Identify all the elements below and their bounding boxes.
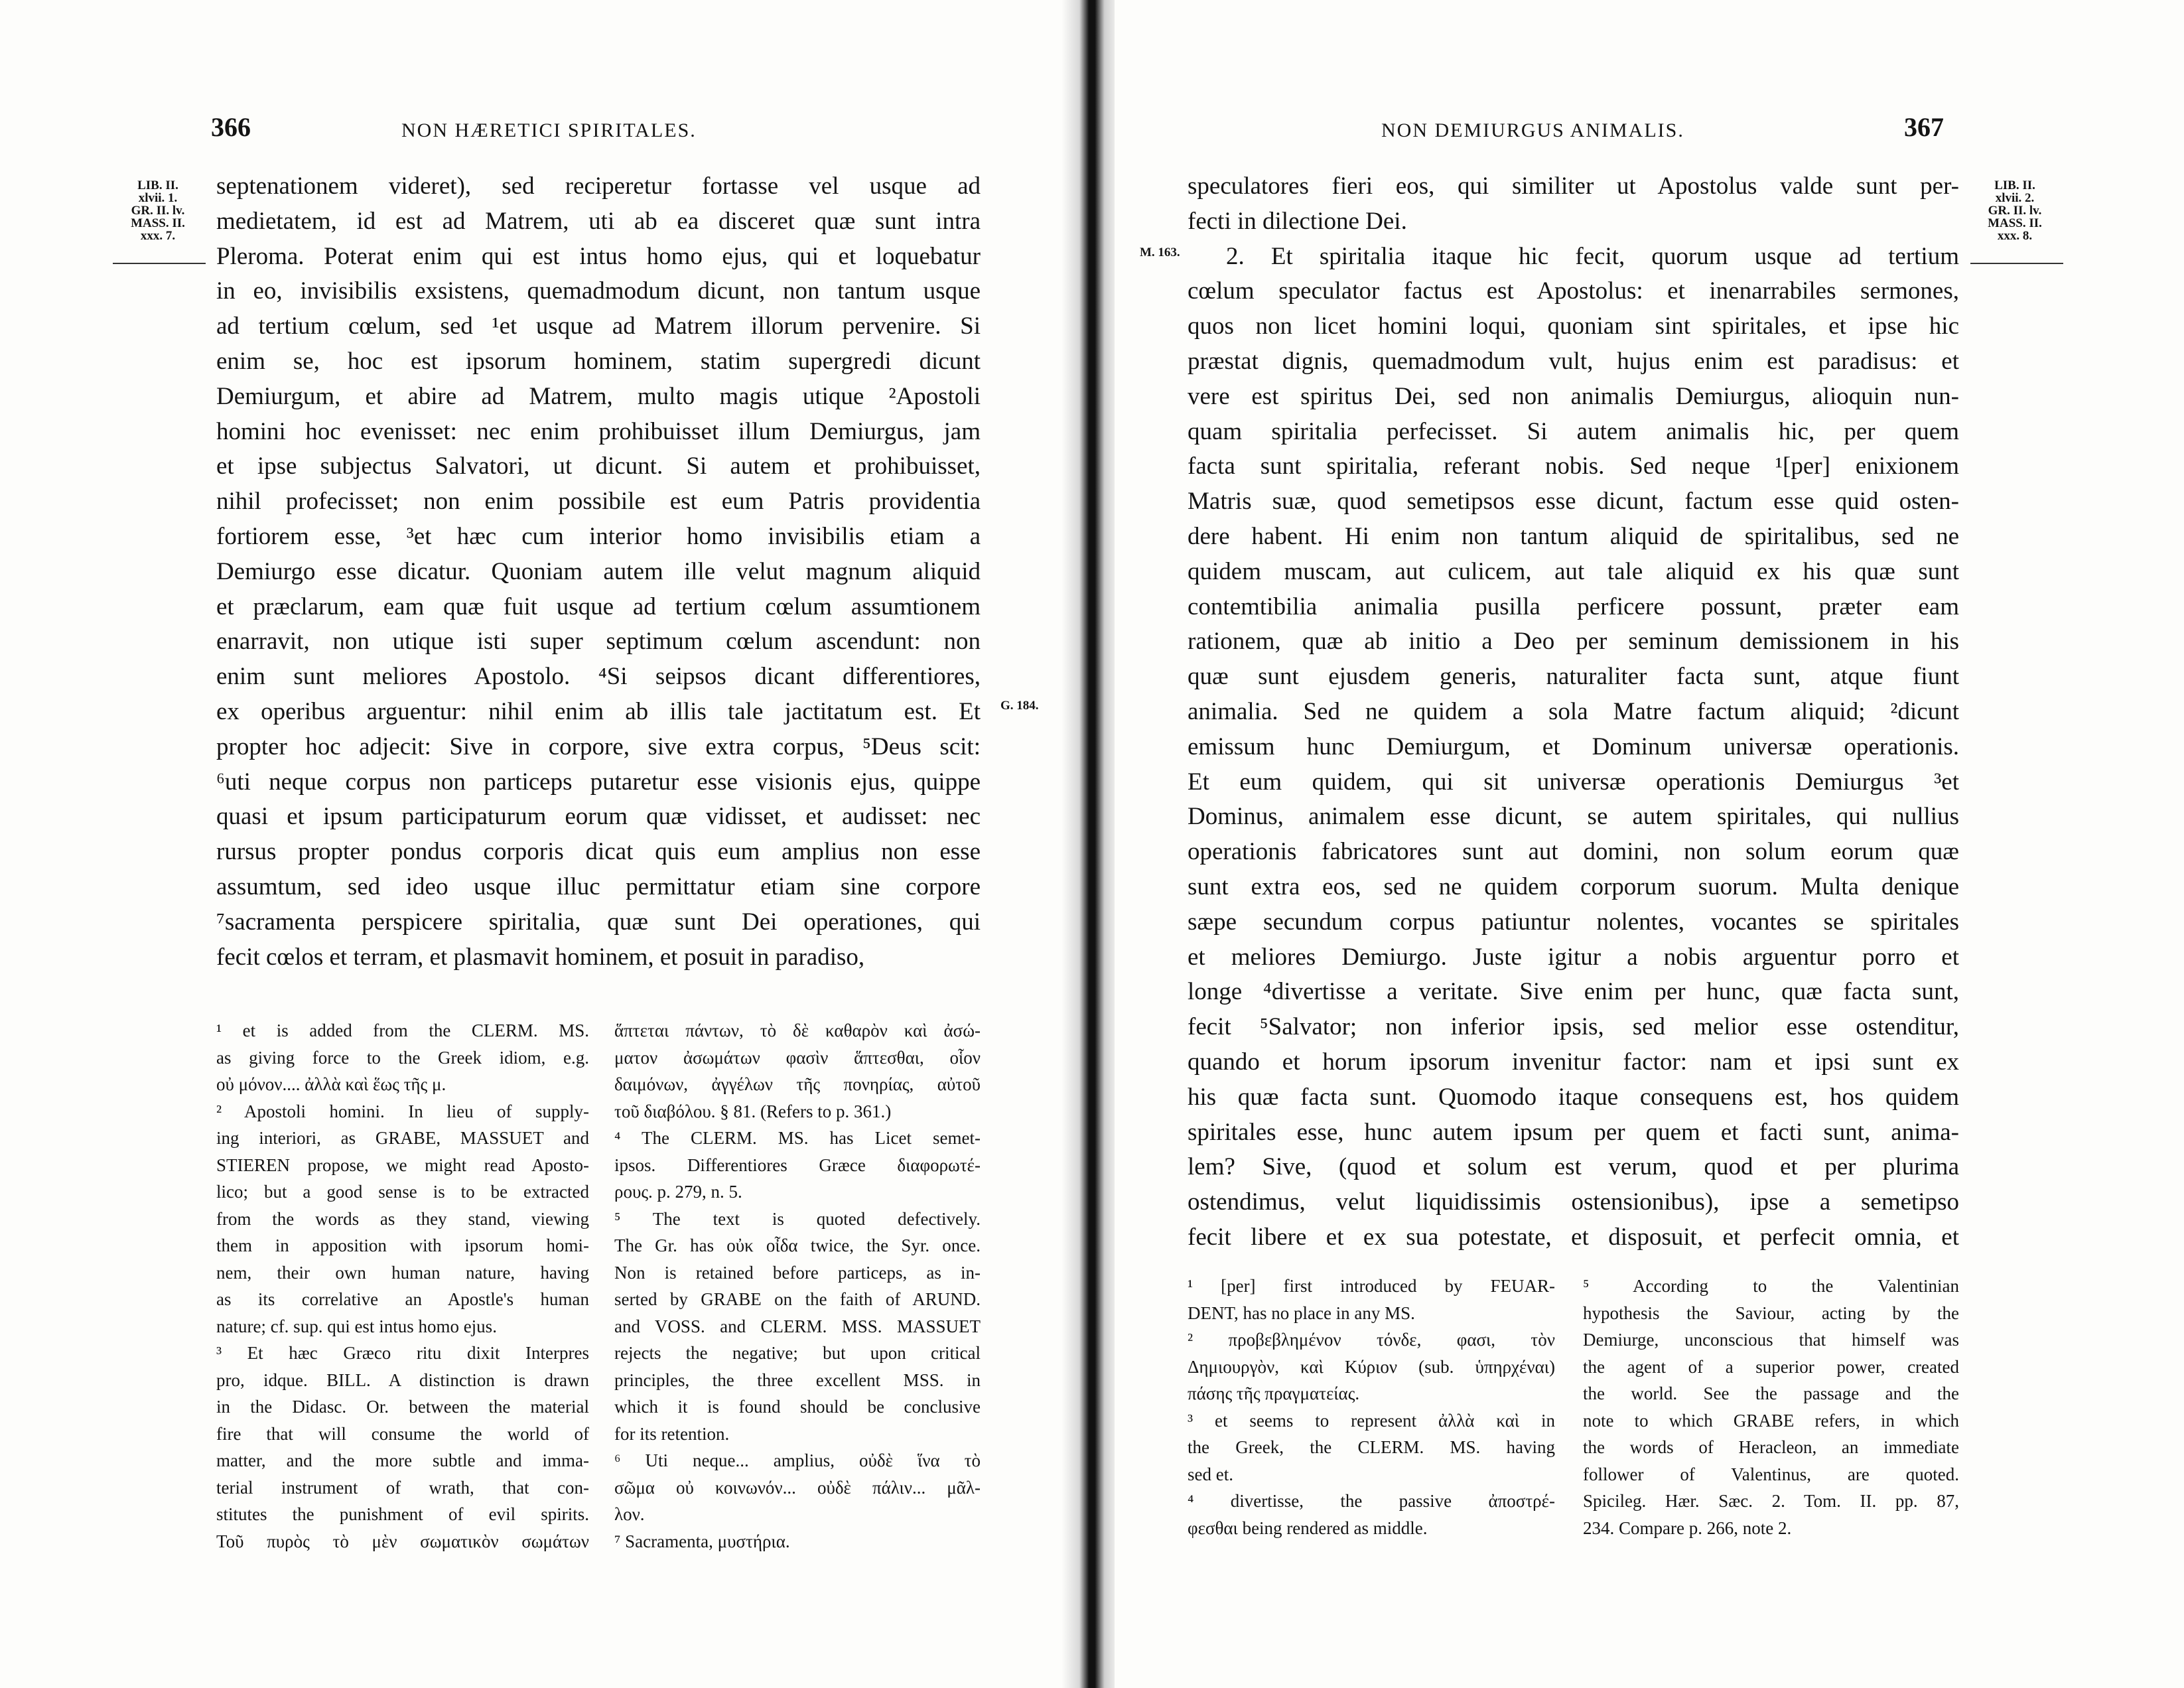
footnote-line: them in apposition with ipsorum homi- (216, 1235, 589, 1255)
margin-ref-line: GR. II. lv. (131, 204, 185, 218)
main-text (1188, 169, 1959, 1255)
footnote-line: follower of Valentinus, are quoted. (1583, 1464, 1959, 1484)
text-line: et præclarum, eam quæ fuit usque ad tertium cœlum assumtionem (216, 593, 981, 620)
footnote-line: rejects the negative; but upon critical (614, 1343, 981, 1363)
footnote-line: for its retention. (614, 1423, 730, 1444)
text-line: 2. Et spiritalia itaque hic fecit, quorum usque ad tertium (1226, 242, 1959, 270)
footnote-line: ⁵ According to the Valentinian (1583, 1276, 1959, 1296)
footnotes-column (216, 1017, 589, 1555)
text-line: ex operibus arguentur: nihil enim ab illis tale jactitatum est. Et (216, 697, 981, 725)
text-line: operationis fabricatores sunt aut domini, non solum eorum quæ (1188, 838, 1959, 866)
text-line: quando et horum ipsorum invenitur factor: nam et ipsi sunt ex (1188, 1048, 1959, 1076)
text-line: Et eum quidem, qui sit universæ operationis Demiurgus ³et (1188, 768, 1959, 796)
footnote-line: ⁶ Uti neque... amplius, οὐδὲ ἵνα τὸ (614, 1450, 981, 1470)
margin-ref-line: MASS. II. (1988, 216, 2042, 230)
footnote-line: ing interiori, as GRABE, MASSUET and (216, 1128, 589, 1148)
footnote-line: λον. (614, 1504, 645, 1524)
page-number: 366 (211, 112, 251, 142)
margin-ref-line: LIB. II. (1994, 178, 2035, 192)
footnote-line: and VOSS. and CLERM. MSS. MASSUET (614, 1316, 981, 1336)
footnote-line: lico; but a good sense is to be extracted (216, 1182, 589, 1202)
footnote-line: πάσης τῆς πραγματείας. (1188, 1383, 1360, 1403)
text-line: sæpe secundum corpus patiuntur nolentes, vocantes se spiritales (1188, 908, 1959, 936)
text-line: fecit libere et ex sua potestate, et disposuit, et perfecit omnia, et (1188, 1223, 1959, 1251)
footnote-line: Non is retained before particeps, as in- (614, 1262, 981, 1283)
text-line: medietatem, id est ad Matrem, uti ab ea disceret quæ sunt intra (216, 207, 981, 235)
margin-ref-line: xlvii. 1. (138, 191, 178, 205)
text-line: fecti in dilectione Dei. (1188, 207, 1407, 235)
text-line: quidem muscam, aut culicem, aut tale aliquid ex his quæ sunt (1188, 557, 1959, 585)
footnotes-column (614, 1017, 981, 1555)
footnote-line: in the Didasc. Or. between the material (216, 1397, 589, 1417)
text-line: contemtibilia animalia pusilla perficere possunt, præter eam (1188, 593, 1959, 620)
text-line: spiritales esse, hunc autem ipsum per quem et facti sunt, anima- (1188, 1118, 1959, 1146)
footnote-line: DENT, has no place in any MS. (1188, 1302, 1415, 1323)
footnote-line: ⁴ divertisse, the passive ἀποστρέ- (1188, 1491, 1555, 1511)
footnote-line: pro, idque. BILL. A distinction is drawn (216, 1370, 589, 1390)
text-line: vere est spiritus Dei, sed non animalis Demiurgus, alioquin nun- (1188, 382, 1959, 410)
footnote-line: hypothesis the Saviour, acting by the (1583, 1302, 1959, 1323)
page-number: 367 (1904, 112, 1944, 142)
text-line: propter hoc adjecit: Sive in corpore, sive extra corpus, ⁵Deus scit: (216, 733, 981, 760)
margin-ref-line: GR. II. lv. (1988, 204, 2042, 218)
footnote-line: τοῦ διαβόλου. § 81. (Refers to p. 361.) (614, 1101, 892, 1121)
text-line: et meliores Demiurgo. Juste igitur a nobis arguentur porro et (1188, 943, 1959, 971)
text-line: enim sunt meliores Apostolo. ⁴Si seipsos dicant differentiores, (216, 663, 981, 691)
text-line: ostendimus, velut liquidissimis ostensionibus), ipse a semetipso (1188, 1188, 1959, 1216)
footnote-line: φεσθαι being rendered as middle. (1188, 1517, 1428, 1538)
text-line: Demiurgo esse dicatur. Quoniam autem ille velut magnum aliquid (216, 557, 981, 585)
text-line: cœlum speculator factus est Apostolus: et inenarrabiles sermones, (1188, 277, 1959, 305)
text-line: dere habent. Hi enim non tantum aliquid de spiritalibus, sed ne (1188, 522, 1959, 550)
margin-tag: M. 163. (1140, 246, 1180, 259)
footnote-line: οὐ μόνον.... ἀλλὰ καὶ ἕως τῆς μ. (216, 1074, 446, 1094)
text-line: facta sunt spiritalia, referant nobis. Sed neque ¹[per] enixionem (1188, 453, 1959, 480)
footnote-line: ² Apostoli homini. In lieu of supply- (216, 1101, 589, 1121)
footnote-line: serted by GRABE on the faith of ARUND. (614, 1289, 981, 1309)
text-line: quæ sunt ejusdem generis, naturaliter facta sunt, atque fiunt (1188, 663, 1959, 691)
text-line: quam spiritalia perfecisset. Si autem animalis hic, per quem (1188, 417, 1959, 445)
text-line: sunt extra eos, sed ne quidem corporum suorum. Multa denique (1188, 873, 1959, 900)
footnote-line: principles, the three excellent MSS. in (614, 1370, 981, 1390)
text-line: ad tertium cœlum, sed ¹et usque ad Matrem illorum pervenire. Si (216, 313, 981, 340)
margin-ref-line: xxx. 7. (140, 229, 176, 243)
footnote-line: ¹ et is added from the CLERM. MS. (216, 1020, 589, 1040)
footnotes-column (1188, 1273, 1555, 1541)
text-line: ⁶uti neque corpus non particeps putaretur esse visionis ejus, quippe (216, 768, 981, 796)
footnote-line: ματον ἀσωμάτων φασὶν ἅπτεσθαι, οἷον (614, 1047, 981, 1068)
footnote-line: The Gr. has οὐκ οἶδα twice, the Syr. once. (614, 1235, 981, 1255)
footnote-line: ³ Et hæc Græco ritu dixit Interpres (216, 1343, 589, 1363)
footnote-line: ipsos. Differentiores Græce διαφορωτέ- (614, 1155, 981, 1175)
footnote-line: ⁵ The text is quoted defectively. (614, 1208, 981, 1229)
footnote-line: ⁷ Sacramenta, μυστήρια. (614, 1531, 790, 1551)
text-line: speculatores fieri eos, qui similiter ut Apostolus valde sunt per- (1188, 173, 1959, 200)
footnote-line: which it is found should be conclusive (614, 1397, 981, 1417)
text-line: lem? Sive, (quod et solum est verum, quod et per plurima (1188, 1153, 1959, 1181)
text-line: Matris suæ, quod semetipsos esse dicunt, factum esse quid osten- (1188, 488, 1959, 516)
text-line: in eo, invisibilis exsistens, quemadmodum dicunt, non tantum usque (216, 277, 981, 305)
footnote-line: STIEREN propose, we might read Aposto- (216, 1155, 589, 1175)
margin-ref-line: LIB. II. (137, 178, 178, 192)
text-line: nihil profecisset; non enim possibile est eum Patris providentia (216, 488, 981, 516)
footnote-line: ⁴ The CLERM. MS. has Licet semet- (614, 1128, 981, 1148)
margin-ref-line: xxx. 8. (1997, 229, 2033, 243)
margin-rule (113, 263, 206, 264)
footnote-line: σῶμα οὐ κοινωνόν... οὐδὲ πάλιν... μᾶλ- (614, 1477, 981, 1498)
margin-reference (1975, 179, 2055, 242)
footnote-line: terial instrument of wrath, that con- (216, 1477, 589, 1498)
text-line: animalia. Sed ne quidem a sola Matre factum aliquid; ²dicunt (1188, 697, 1959, 725)
text-line: longe ⁴divertisse a veritate. Sive enim per hunc, quæ facta sunt, (1188, 978, 1959, 1006)
margin-reference (118, 179, 198, 242)
text-line: fecit ⁵Salvator; non inferior ipsis, sed melior esse ostenditur, (1188, 1013, 1959, 1041)
text-line: et ipse subjectus Salvatori, ut dicunt. Si autem et prohibuisset, (216, 453, 981, 480)
footnote-line: as its correlative an Apostle's human (216, 1289, 589, 1309)
text-line: emissum hunc Demiurgum, et Dominum universæ operationis. (1188, 733, 1959, 760)
footnotes-column (1583, 1273, 1959, 1541)
footnote-line: Τοῦ πυρὸς τὸ μὲν σωματικὸν σωμάτων (216, 1531, 589, 1551)
footnote-line: as giving force to the Greek idiom, e.g. (216, 1047, 589, 1068)
footnote-line: stitutes the punishment of evil spirits. (216, 1504, 589, 1524)
footnote-line: δαιμόνων, ἀγγέλων τῆς πονηρίας, αὐτοῦ (614, 1074, 981, 1094)
footnote-line: Demiurge, unconscious that himself was (1583, 1330, 1959, 1350)
footnote-line: nature; cf. sup. qui est intus homo ejus. (216, 1316, 497, 1336)
text-line: enarravit, non utique isti super septimum cœlum ascendunt: non (216, 628, 981, 656)
footnote-line: Δημιουργὸν, καὶ Κύριον (sub. ὑπηρχέναι) (1188, 1356, 1555, 1377)
footnote-line: ¹ [per] first introduced by FEUAR- (1188, 1276, 1555, 1296)
footnote-line: the agent of a superior power, created (1583, 1356, 1959, 1377)
text-line: rursus propter pondus corporis dicat quis eum amplius non esse (216, 838, 981, 866)
running-head: NON DEMIURGUS ANIMALIS. (1381, 119, 1684, 141)
footnote-line: sed et. (1188, 1464, 1233, 1484)
footnote-line: Spicileg. Hær. Sæc. 2. Tom. II. pp. 87, (1583, 1491, 1959, 1511)
text-line: assumtum, sed ideo usque illuc permittatur etiam sine corpore (216, 873, 981, 900)
text-line: homini hoc evenisset: nec enim prohibuisset illum Demiurgus, jam (216, 417, 981, 445)
footnote-line: ρους. p. 279, n. 5. (614, 1182, 742, 1202)
book-gutter (1061, 0, 1121, 1688)
text-line: septenationem videret), sed reciperetur fortasse vel usque ad (216, 173, 981, 200)
footnote-line: ² προβεβλημένον τόνδε, φασι, τὸν (1188, 1330, 1555, 1350)
text-line: Demiurgum, et abire ad Matrem, multo magis utique ²Apostoli (216, 382, 981, 410)
footnote-line: matter, and the more subtle and imma- (216, 1450, 589, 1470)
text-line: his quæ facta sunt. Quomodo itaque consequens est, hos quidem (1188, 1083, 1959, 1111)
margin-tag: G. 184. (1000, 699, 1039, 713)
text-line: quasi et ipsum participaturum eorum quæ vidisset, et audisset: nec (216, 803, 981, 831)
margin-ref-line: MASS. II. (131, 216, 185, 230)
footnote-line: nem, their own human nature, having (216, 1262, 589, 1283)
text-line: Dominus, animalem esse dicunt, se autem spiritales, qui nullius (1188, 803, 1959, 831)
text-line: præstat dignis, quemadmodum vult, hujus enim est paradisus: et (1188, 347, 1959, 375)
text-line: Pleroma. Poterat enim qui est intus homo ejus, qui et loquebatur (216, 242, 981, 270)
text-line: enim se, hoc est ipsorum hominem, statim supergredi dicunt (216, 347, 981, 375)
footnote-line: 234. Compare p. 266, note 2. (1583, 1517, 1792, 1538)
running-head: NON HÆRETICI SPIRITALES. (401, 119, 697, 141)
footnote-line: fire that will consume the world of (216, 1423, 589, 1444)
footnote-line: ἅπτεται πάντων, τὸ δὲ καθαρὸν καὶ ἀσώ- (614, 1020, 981, 1040)
footnote-line: note to which GRABE refers, in which (1583, 1410, 1959, 1431)
footnote-line: ³ et seems to represent ἀλλὰ καὶ in (1188, 1410, 1555, 1431)
right-page (1115, 0, 2184, 1688)
text-line: ⁷sacramenta perspicere spiritalia, quæ sunt Dei operationes, qui (216, 908, 981, 936)
text-line: quos non licet homini loqui, quoniam sint spiritales, et ipse hic (1188, 313, 1959, 340)
margin-rule (1970, 263, 2063, 264)
margin-ref-line: xlvii. 2. (1995, 191, 2035, 205)
footnote-line: the Greek, the CLERM. MS. having (1188, 1437, 1555, 1457)
main-text (216, 169, 981, 975)
text-line: fortiorem esse, ³et hæc cum interior homo invisibilis etiam a (216, 522, 981, 550)
left-page (0, 0, 1088, 1688)
footnote-line: the words of Heracleon, an immediate (1583, 1437, 1959, 1457)
footnote-line: the world. See the passage and the (1583, 1383, 1959, 1403)
text-line: fecit cœlos et terram, et plasmavit hominem, et posuit in paradiso, (216, 943, 865, 971)
text-line: rationem, quæ ab initio a Deo per seminum demissionem in his (1188, 628, 1959, 656)
footnote-line: from the words as they stand, viewing (216, 1208, 589, 1229)
